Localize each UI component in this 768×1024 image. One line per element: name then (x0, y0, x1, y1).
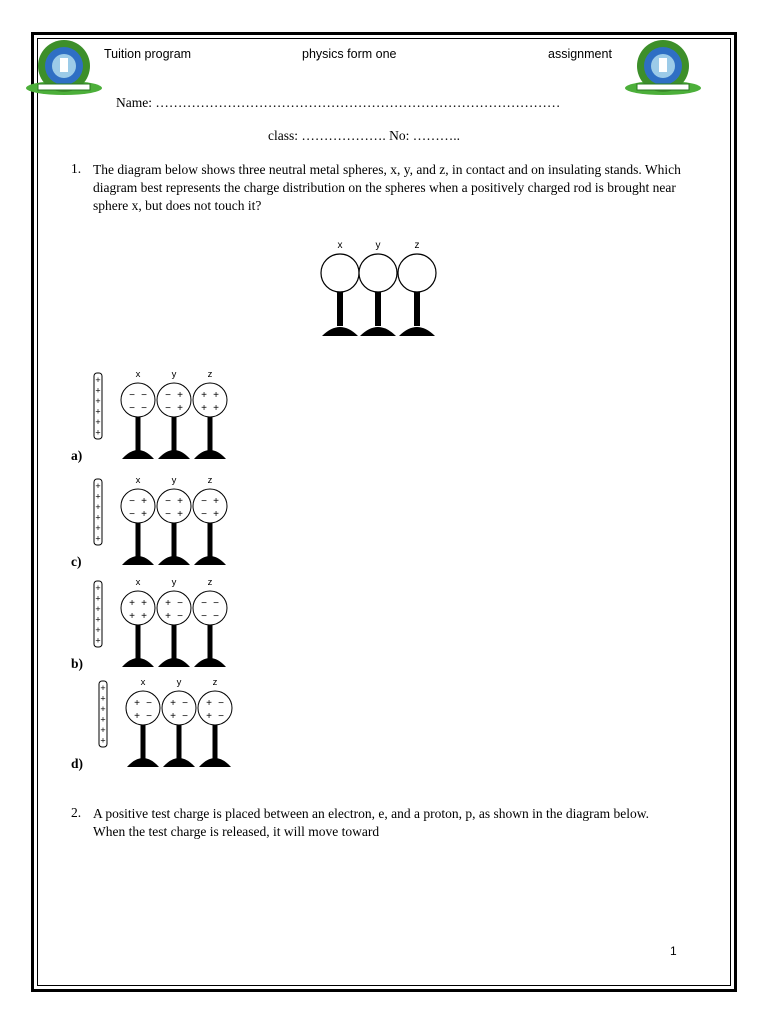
sphere-charge: − (201, 611, 207, 622)
rod-charge: + (95, 481, 101, 491)
stand-base (194, 450, 226, 459)
option-c-label[interactable]: c) (71, 554, 82, 569)
sphere-charge: − (165, 496, 171, 507)
sphere (193, 489, 227, 523)
sphere (198, 691, 232, 725)
sphere-charge: − (213, 598, 219, 609)
option-d-label[interactable]: d) (71, 756, 84, 771)
sphere-charge: − (213, 611, 219, 622)
header-left-text: Tuition program (104, 47, 192, 61)
stand-base (194, 658, 226, 667)
sphere-label: z (207, 577, 213, 588)
sphere-charge: − (182, 698, 188, 709)
sphere (162, 691, 196, 725)
stand-base (158, 450, 190, 459)
sphere-label: z (207, 369, 213, 380)
diagram-label-y: y (375, 240, 381, 251)
question-1-number: 1. (71, 161, 82, 176)
rod-charge: + (100, 735, 106, 746)
sphere (157, 489, 191, 523)
rod-charge: + (95, 406, 101, 417)
sphere-charge: + (201, 403, 207, 414)
sphere-charge: − (146, 698, 152, 709)
rod-charge: + (95, 502, 101, 512)
rod-charge: + (95, 533, 101, 544)
sphere (193, 591, 227, 625)
rod-charge: + (100, 725, 106, 735)
diagram-label-z: z (414, 240, 420, 251)
option-b-diagram (88, 574, 238, 670)
sphere-charge: + (170, 711, 176, 722)
sphere (157, 591, 191, 625)
insulating-stand (172, 625, 177, 659)
insulating-stand (136, 625, 141, 659)
sphere (121, 591, 155, 625)
diagram-label-x: x (337, 240, 343, 251)
sphere-charge: − (129, 403, 135, 414)
sphere-label: x (135, 577, 141, 588)
rod-charge: + (95, 385, 101, 396)
sphere-label: z (207, 475, 213, 486)
stand-base (199, 758, 231, 767)
rod-charge: + (95, 635, 101, 646)
sphere-charge: + (206, 698, 212, 709)
sphere-label: y (171, 369, 177, 380)
rod-charge: + (100, 714, 106, 725)
stand-base (127, 758, 159, 767)
class-line: class: ………………. No: ……….. (268, 128, 460, 143)
rod-charge: + (100, 704, 106, 714)
stand-base (122, 450, 154, 459)
sphere-charge: − (165, 509, 171, 520)
rod-charge: + (95, 427, 101, 438)
sphere-z (398, 254, 436, 292)
question-2-text: A positive test charge is placed between an electron, e, and a proton, p, as shown in the diagram below. When the test charge is released, it will move toward (93, 806, 649, 839)
sphere-charge: − (129, 509, 135, 520)
insulating-stand (172, 417, 177, 451)
option-a-diagram (88, 366, 238, 462)
option-b-label[interactable]: b) (71, 656, 84, 671)
insulating-stand (208, 523, 213, 557)
sphere-charge: + (141, 598, 147, 609)
sphere-label: y (171, 475, 177, 486)
sphere-charge: − (165, 403, 171, 414)
sphere-charge: − (201, 496, 207, 507)
sphere-charge: + (213, 403, 219, 414)
sphere-charge: − (165, 390, 171, 401)
stand-base (122, 658, 154, 667)
sphere-charge: − (177, 611, 183, 622)
sphere-charge: + (129, 611, 135, 622)
sphere-charge: − (218, 698, 224, 709)
sphere-charge: + (141, 611, 147, 622)
rod-charge: + (95, 625, 101, 635)
sphere-y (359, 254, 397, 292)
sphere-charge: + (134, 698, 140, 709)
question-2-number: 2. (71, 805, 82, 820)
rod-charge: + (95, 583, 101, 593)
question-1-diagram (310, 236, 446, 340)
sphere-charge: − (182, 711, 188, 722)
sphere (121, 383, 155, 417)
name-line: Name: ……………………………………………………………………………… (116, 95, 561, 110)
sphere-charge: − (177, 598, 183, 609)
rod-charge: + (100, 693, 106, 704)
sphere-charge: + (206, 711, 212, 722)
sphere-charge: + (165, 611, 171, 622)
option-a-label[interactable]: a) (71, 448, 83, 463)
rod-charge: + (95, 417, 101, 427)
sphere-charge: + (177, 496, 183, 507)
sphere-charge: + (201, 390, 207, 401)
sphere (126, 691, 160, 725)
sphere-label: z (212, 677, 218, 688)
sphere-label: x (135, 475, 141, 486)
sphere-charge: + (141, 509, 147, 520)
rod-charge: + (95, 396, 101, 406)
rod-charge: + (95, 523, 101, 533)
school-logo-right (623, 36, 703, 98)
rod-charge: + (95, 375, 101, 385)
insulating-stand (177, 725, 182, 759)
sphere-charge: − (218, 711, 224, 722)
rod-charge: + (95, 593, 101, 604)
sphere-charge: + (141, 496, 147, 507)
sphere-charge: + (134, 711, 140, 722)
sphere-charge: + (177, 403, 183, 414)
sphere-label: y (171, 577, 177, 588)
sphere-charge: − (146, 711, 152, 722)
sphere-charge: + (165, 598, 171, 609)
sphere-charge: + (170, 698, 176, 709)
insulating-stand (208, 625, 213, 659)
insulating-stand (172, 523, 177, 557)
stand-base (122, 556, 154, 565)
sphere-label: y (176, 677, 182, 688)
insulating-stand (141, 725, 146, 759)
rod-charge: + (95, 614, 101, 625)
stand-base (194, 556, 226, 565)
option-c-diagram (88, 472, 238, 568)
rod-charge: + (95, 512, 101, 523)
sphere-charge: + (213, 390, 219, 401)
sphere-label: x (135, 369, 141, 380)
insulating-stand (136, 523, 141, 557)
question-1-text: The diagram below shows three neutral metal spheres, x, y, and z, in contact and on insulating stands. Which diagram best represents the charge distribution on the spheres when a positively charged rod is brought near sphere x, but does not touch it? (93, 162, 681, 213)
insulating-stand (213, 725, 218, 759)
insulating-stand (208, 417, 213, 451)
sphere-charge: + (129, 598, 135, 609)
stand-base (158, 556, 190, 565)
header-right-text: assignment (548, 47, 612, 61)
sphere (193, 383, 227, 417)
option-d-diagram (93, 674, 243, 770)
sphere-charge: + (213, 509, 219, 520)
header-center-text: physics form one (302, 47, 397, 61)
stand-base (158, 658, 190, 667)
sphere-charge: − (129, 496, 135, 507)
sphere-charge: + (177, 390, 183, 401)
sphere-charge: − (129, 390, 135, 401)
sphere-charge: + (213, 496, 219, 507)
sphere-x (321, 254, 359, 292)
insulating-stand (136, 417, 141, 451)
sphere (157, 383, 191, 417)
sphere-charge: − (141, 390, 147, 401)
page-number: 1 (670, 944, 677, 958)
sphere-label: x (140, 677, 146, 688)
sphere-charge: − (201, 509, 207, 520)
sphere-charge: − (201, 598, 207, 609)
rod-charge: + (95, 491, 101, 502)
rod-charge: + (95, 604, 101, 614)
school-logo-left (24, 36, 104, 98)
sphere (121, 489, 155, 523)
sphere-charge: + (177, 509, 183, 520)
stand-base (163, 758, 195, 767)
rod-charge: + (100, 683, 106, 693)
sphere-charge: − (141, 403, 147, 414)
